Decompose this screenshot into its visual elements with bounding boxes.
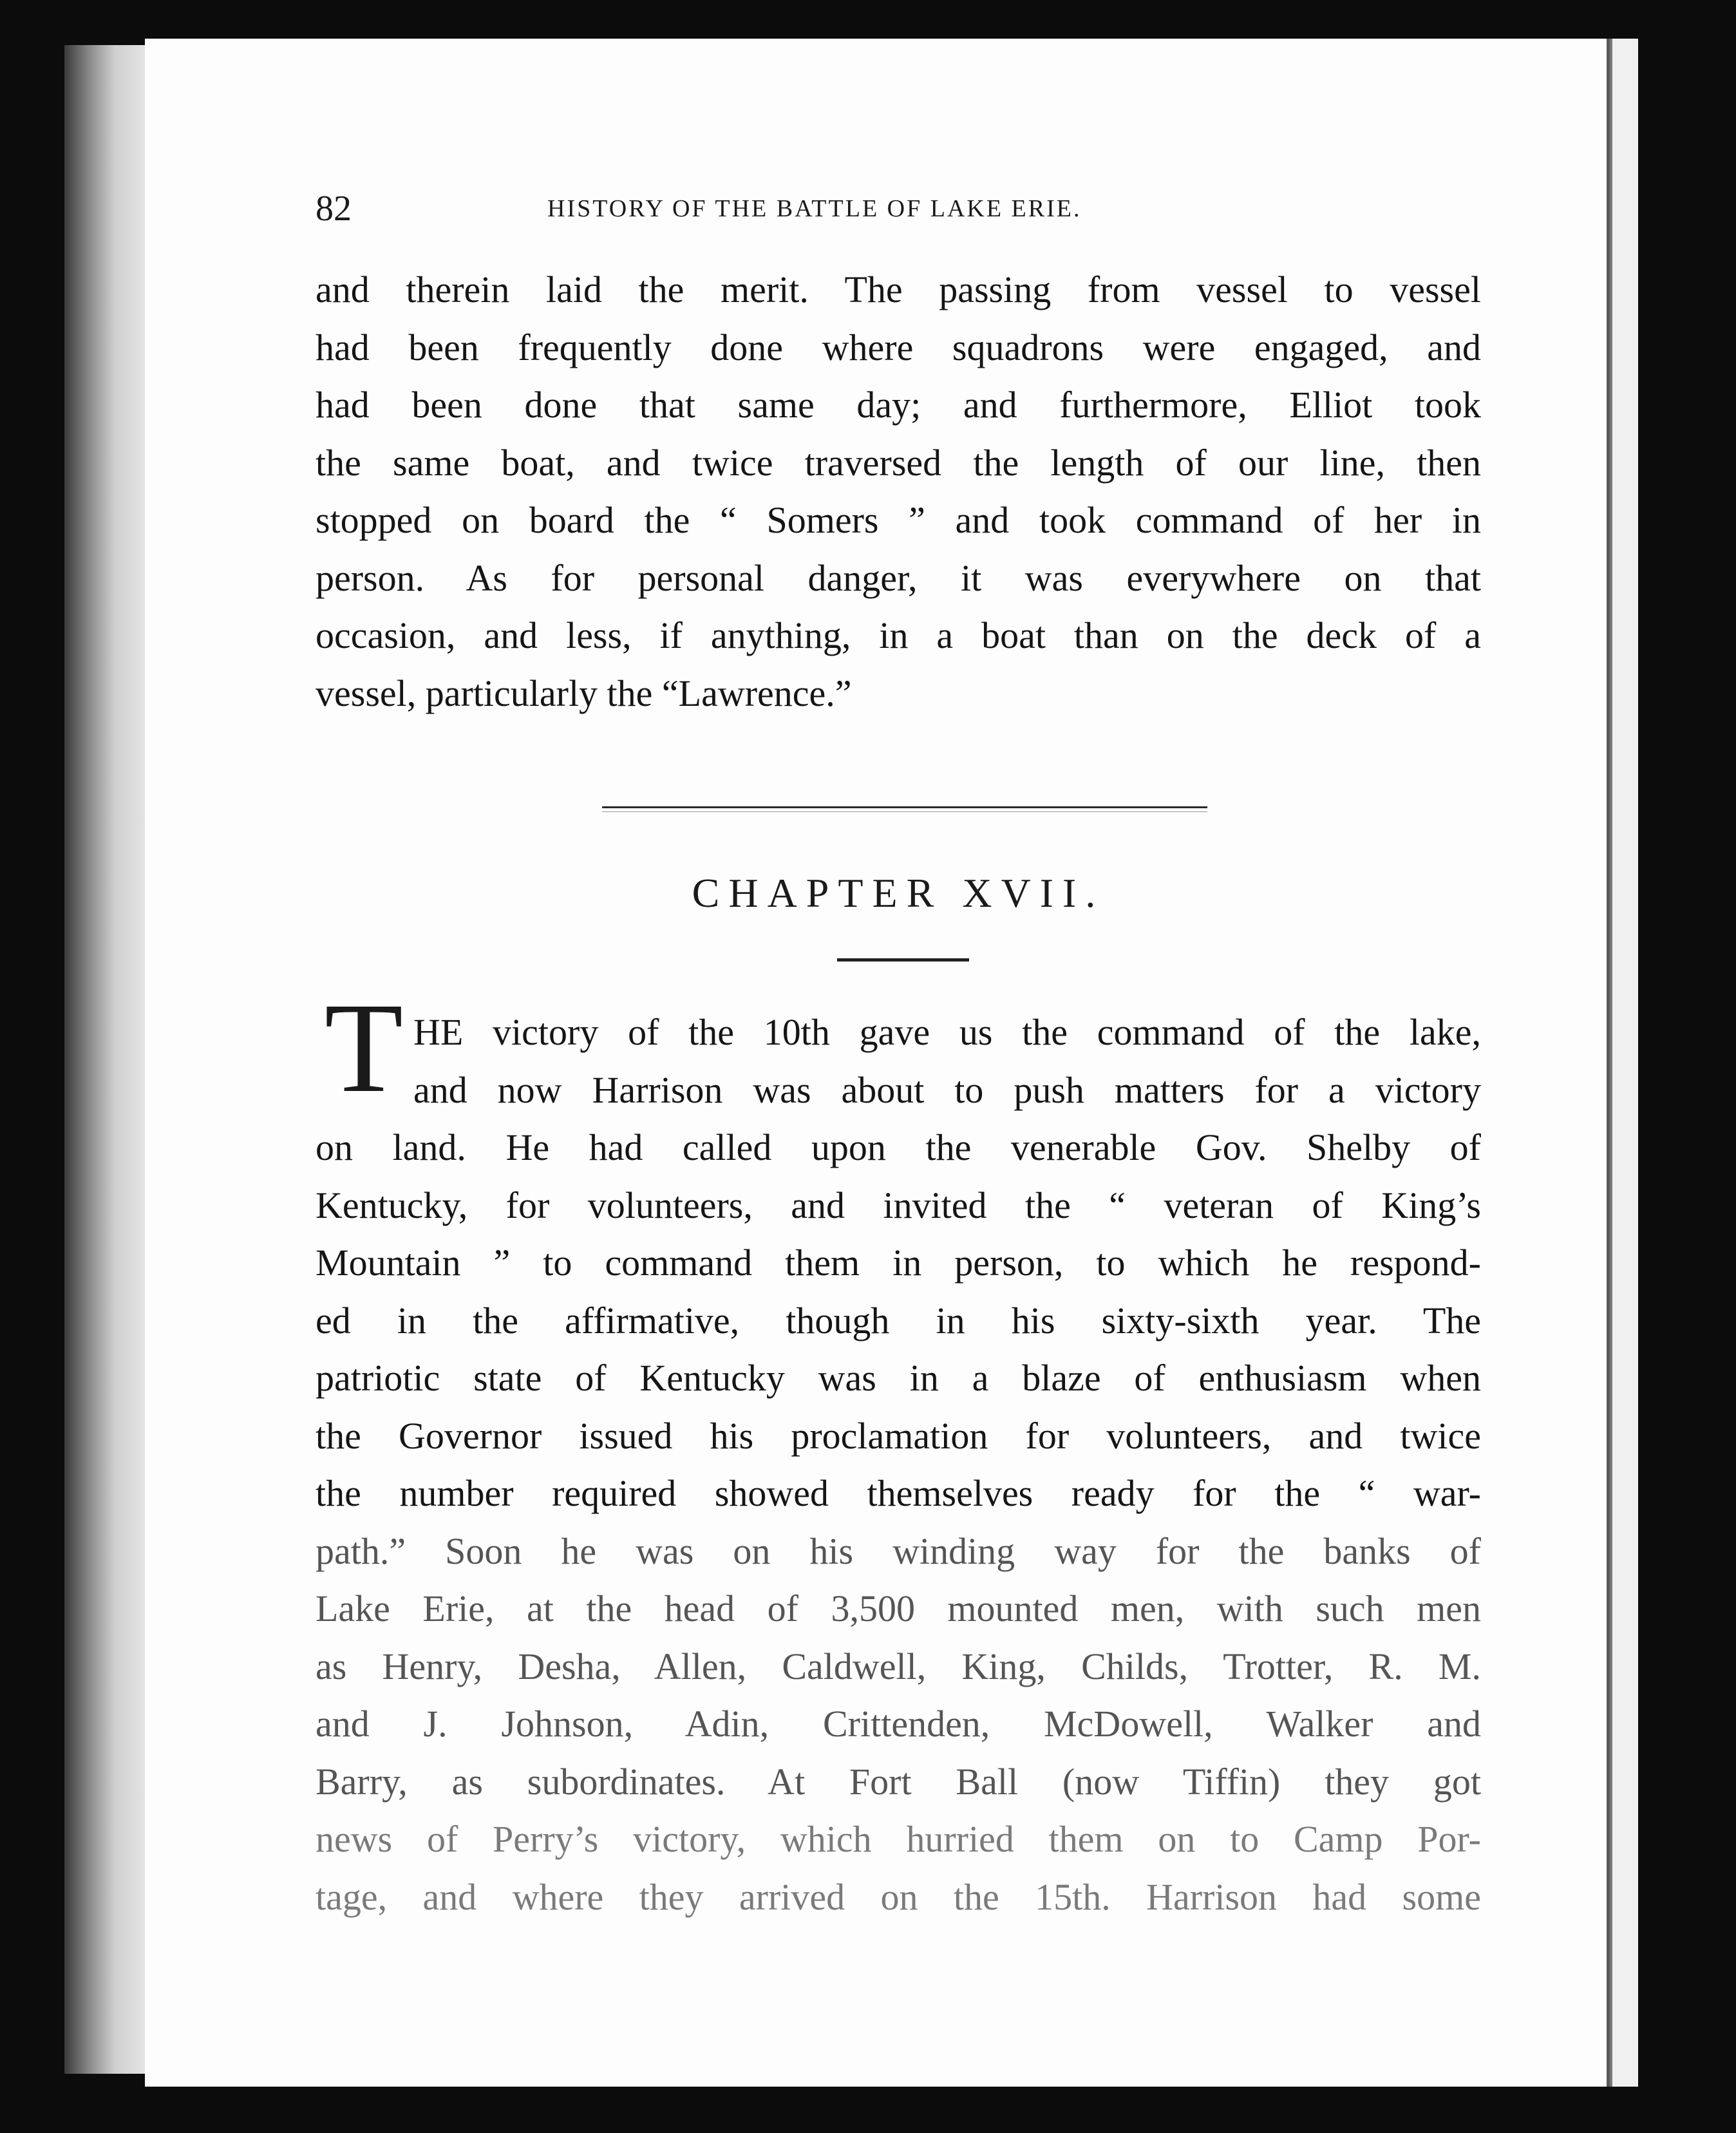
drop-cap: T [324,977,404,1119]
paragraph-2 [316,1003,1481,1926]
text-line: as Henry, Desha, Allen, Caldwell, King, Childs, Trotter, R. M. [316,1645,1481,1687]
text-line: Mountain ” to command them in person, to which he respond- [316,1242,1481,1284]
text-line: tage, and where they arrived on the 15th. Harrison had some [316,1875,1481,1918]
text-line: had been done that same day; and furthermore, Elliot took [316,384,1481,426]
paragraph-1 [316,261,1481,722]
chapter-title: CHAPTER XVII. [692,870,1105,916]
text-line: HE victory of the 10th gave us the command of the lake, [413,1011,1481,1053]
section-divider [602,806,1207,808]
text-line: the number required showed themselves ready for the “ war- [316,1472,1481,1514]
page-edge-right [1610,39,1638,2087]
text-line: news of Perry’s victory, which hurried them on to Camp Por- [316,1818,1481,1860]
text-line: the same boat, and twice traversed the length of our line, then [316,441,1481,484]
chapter-rule [837,958,969,962]
text-line: and J. Johnson, Adin, Crittenden, McDowell, Walker and [316,1703,1481,1745]
text-line: path.” Soon he was on his winding way for the banks of [316,1530,1481,1572]
text-line: and now Harrison was about to push matters for a victory [413,1068,1481,1111]
text-line: person. As for personal danger, it was everywhere on that [316,556,1481,599]
text-line: occasion, and less, if anything, in a boat than on the deck of a [316,614,1481,656]
text-line: vessel, particularly the “Lawrence.” [316,672,852,714]
running-title: HISTORY OF THE BATTLE OF LAKE ERIE. [547,195,1082,222]
page-edge-left [64,45,148,2074]
text-line: the Governor issued his proclamation for volunteers, and twice [316,1414,1481,1457]
text-line: Barry, as subordinates. At Fort Ball (now Tiffin) they got [316,1760,1481,1803]
text-line: ed in the affirmative, though in his sixty-sixth year. The [316,1299,1481,1341]
page-number: 82 [316,189,352,229]
text-line: patriotic state of Kentucky was in a blaze of enthusiasm when [316,1357,1481,1399]
text-line: stopped on board the “ Somers ” and took command of her in [316,499,1481,541]
text-line: on land. He had called upon the venerable Gov. Shelby of [316,1126,1481,1168]
text-line: had been frequently done where squadrons were engaged, and [316,326,1481,368]
text-line: Kentucky, for volunteers, and invited the “ veteran of King’s [316,1184,1481,1226]
running-head [316,188,1256,240]
text-line: Lake Erie, at the head of 3,500 mounted men, with such men [316,1588,1481,1629]
text-line: and therein laid the merit. The passing from vessel to vessel [316,269,1481,310]
